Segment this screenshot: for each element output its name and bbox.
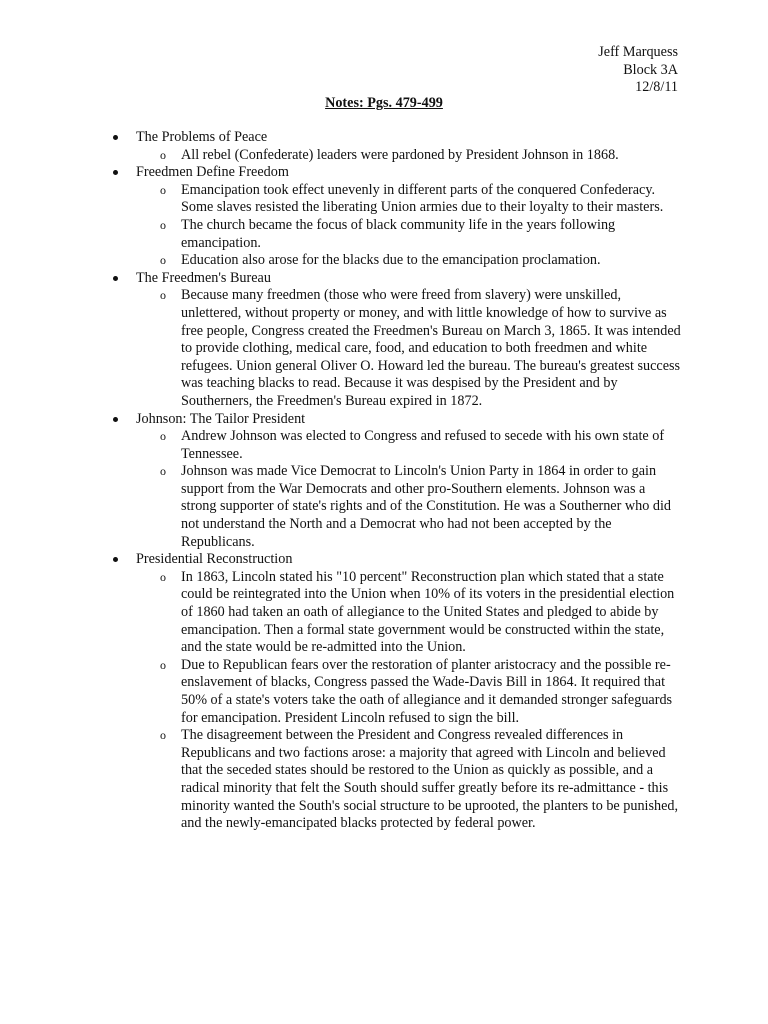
topic-heading-row [0,551,768,569]
topic-item [0,551,768,833]
topic-heading: The Freedmen's Bureau [136,269,271,286]
sub-point [0,287,768,410]
hollow-bullet-icon: o [160,217,166,232]
bullet-dot-icon [113,417,118,422]
topic-item [0,164,768,270]
hollow-bullet-icon: o [160,728,166,743]
sub-point [0,217,768,252]
topic-heading-row [0,270,768,288]
hollow-bullet-icon: o [160,147,166,162]
hollow-bullet-icon: o [160,288,166,303]
class-block: Block 3A [623,61,678,78]
sub-point-text: Emancipation took effect unevenly in different parts of the conquered Confederacy. Some slaves resisted the liberating Union armies due to their loyalty to their masters. [181,181,664,216]
sub-point [0,569,768,657]
sub-point [0,252,768,270]
header-block [598,44,678,97]
sub-point [0,147,768,165]
page-title: Notes: Pgs. 479-499 [325,95,443,111]
sub-point-text: The church became the focus of black community life in the years following emancipation. [181,216,616,251]
hollow-bullet-icon: o [160,429,166,444]
topic-heading: Freedmen Define Freedom [136,164,289,181]
bullet-dot-icon [113,135,118,140]
sub-point-text: Due to Republican fears over the restoration of planter aristocracy and the possible re-enslavement of blacks, Congress passed the Wade-Davis Bill in 1864. It required that 50% of a state's voters take the oath of allegiance and it demanded stronger safeguards for emancipation. President Lincoln refused to sign the bill. [181,656,673,726]
topic-heading: Johnson: The Tailor President [136,410,306,427]
hollow-bullet-icon: o [160,569,166,584]
bullet-dot-icon [113,170,118,175]
topic-heading: Presidential Reconstruction [136,551,293,568]
hollow-bullet-icon: o [160,253,166,268]
topic-item [0,411,768,552]
hollow-bullet-icon: o [160,657,166,672]
notes-list [0,129,768,833]
bullet-dot-icon [113,557,118,562]
topic-heading-row [0,129,768,147]
sub-point-text: Because many freedmen (those who were freed from slavery) were unskilled, unlettered, without property or money, and with little knowledge of how to survive as free people, Congress created the Freedmen's Bureau on March 3, 1865. It was intended to provide clothing, medical care, food, and education to both freedmen and white refugees. Union general Oliver O. Howard led the bureau. The bureau's greatest success was teaching blacks to read. Because it was despised by the President and by Southerners, the Freedmen's Bureau expired in 1872. [181,287,681,409]
author-name: Jeff Marquess [598,44,678,60]
document-date: 12/8/11 [635,79,678,96]
sub-point-text: Education also arose for the blacks due to the emancipation proclamation. [181,252,601,269]
sub-point [0,463,768,551]
sub-point [0,182,768,217]
sub-point-text: Andrew Johnson was elected to Congress and refused to secede with his own state of Tennessee. [181,428,665,462]
hollow-bullet-icon: o [160,464,166,479]
sub-point [0,657,768,727]
hollow-bullet-icon: o [160,182,166,197]
topic-heading-row [0,164,768,182]
topic-item [0,270,768,411]
sub-point-text: All rebel (Confederate) leaders were pardoned by President Johnson in 1868. [181,146,619,163]
sub-point [0,727,768,833]
bullet-dot-icon [113,276,118,281]
sub-point-text: The disagreement between the President and Congress revealed differences in Republicans and two factions arose: a majority that agreed with Lincoln and believed that the seceded states should be restored to the Union as quickly as possible, and a radical minority that felt the South should suffer greatly before its re-admittance - this minority wanted the South's social structure to be uprooted, the planters to be punished, and the newly-emancipated blacks protected by federal power. [181,727,679,832]
sub-point-text: Johnson was made Vice Democrat to Lincoln's Union Party in 1864 in order to gain support from the War Democrats and other pro-Southern elements. Johnson was a strong supporter of state's rights and of the Constitution. He was a Southerner who did not understand the North and a Democrat who had not been accepted by the Republicans. [181,463,671,550]
sub-point-text: In 1863, Lincoln stated his "10 percent" Reconstruction plan which stated that a state could be reintegrated into the Union when 10% of its voters in the presidential election of 1860 had taken an oath of allegiance to the United States and pledged to abide by emancipation. Then a formal state government would be constructed within the state, and the state would be re-admitted into the Union. [181,568,675,656]
topic-heading: The Problems of Peace [136,129,268,145]
topic-item [0,129,768,164]
sub-point [0,428,768,463]
topic-heading-row [0,411,768,429]
